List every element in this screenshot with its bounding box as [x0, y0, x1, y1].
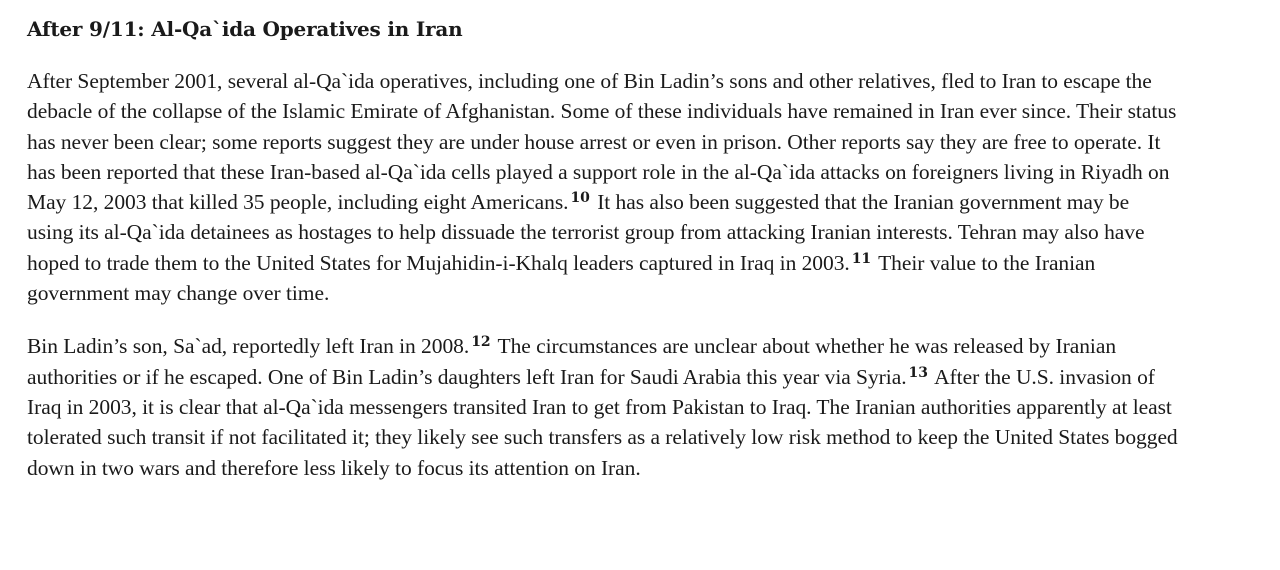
footnote-ref-13[interactable]: 13 — [908, 364, 928, 381]
paragraph-2-text-1: Bin Ladin’s son, Sa`ad, reportedly left Iran in 2008. — [27, 334, 470, 359]
paragraph-1-text-3: Their value to the Iranian government may change over time. — [27, 250, 1096, 306]
paragraph-1 — [27, 66, 1180, 308]
paragraph-2-text-2: The circumstances are unclear about whether he was released by Iranian authorities or if he escaped. One of Bin Ladin’s daughters left Iran for Saudi Arabia this year via Syria. — [27, 334, 1117, 389]
paragraph-1-text-1: After September 2001, several al-Qa`ida operatives, including one of Bin Ladin’s sons and other relatives, fled to Iran to escape the debacle of the collapse of the Islamic Emirate of Afghanistan. Some of these individuals have remained in Iran ever since. Their status has never been clear; some reports suggest they are under house arrest or even in prison. Other reports say they are free to operate. It has been reported that these Iran-based al-Qa`ida cells played a support role in the al-Qa`ida attacks on foreigners living in Riyadh on May 12, 2003 that killed 35 people, including eight Americans. — [27, 69, 1177, 215]
footnote-ref-10[interactable]: 10 — [570, 190, 590, 207]
paragraph-2 — [27, 331, 1180, 482]
footnote-ref-11[interactable]: 11 — [851, 250, 872, 267]
footnote-ref-12[interactable]: 12 — [471, 334, 491, 351]
section-heading: After 9/11: Al-Qa`ida Operatives in Iran — [27, 17, 463, 41]
paragraph-2-text-3: After the U.S. invasion of Iraq in 2003, it is clear that al-Qa`ida messengers transited Iran to get from Pakistan to Iraq. The Iranian authorities apparently at least tolerated such transit if not facilitated it; they likely see such transfers as a relatively low risk method to keep the United States bogged down in two wars and therefore less likely to focus its attention on Iran. — [27, 364, 1178, 480]
paragraph-1-text-2: It has also been suggested that the Iranian government may be using its al-Qa`ida detainees as hostages to help dissuade the terrorist group from attacking Iranian interests. Tehran may also have hoped to trade them to the United States for Mujahidin-i-Khalq leaders captured in Iraq in 2003. — [27, 190, 1145, 275]
